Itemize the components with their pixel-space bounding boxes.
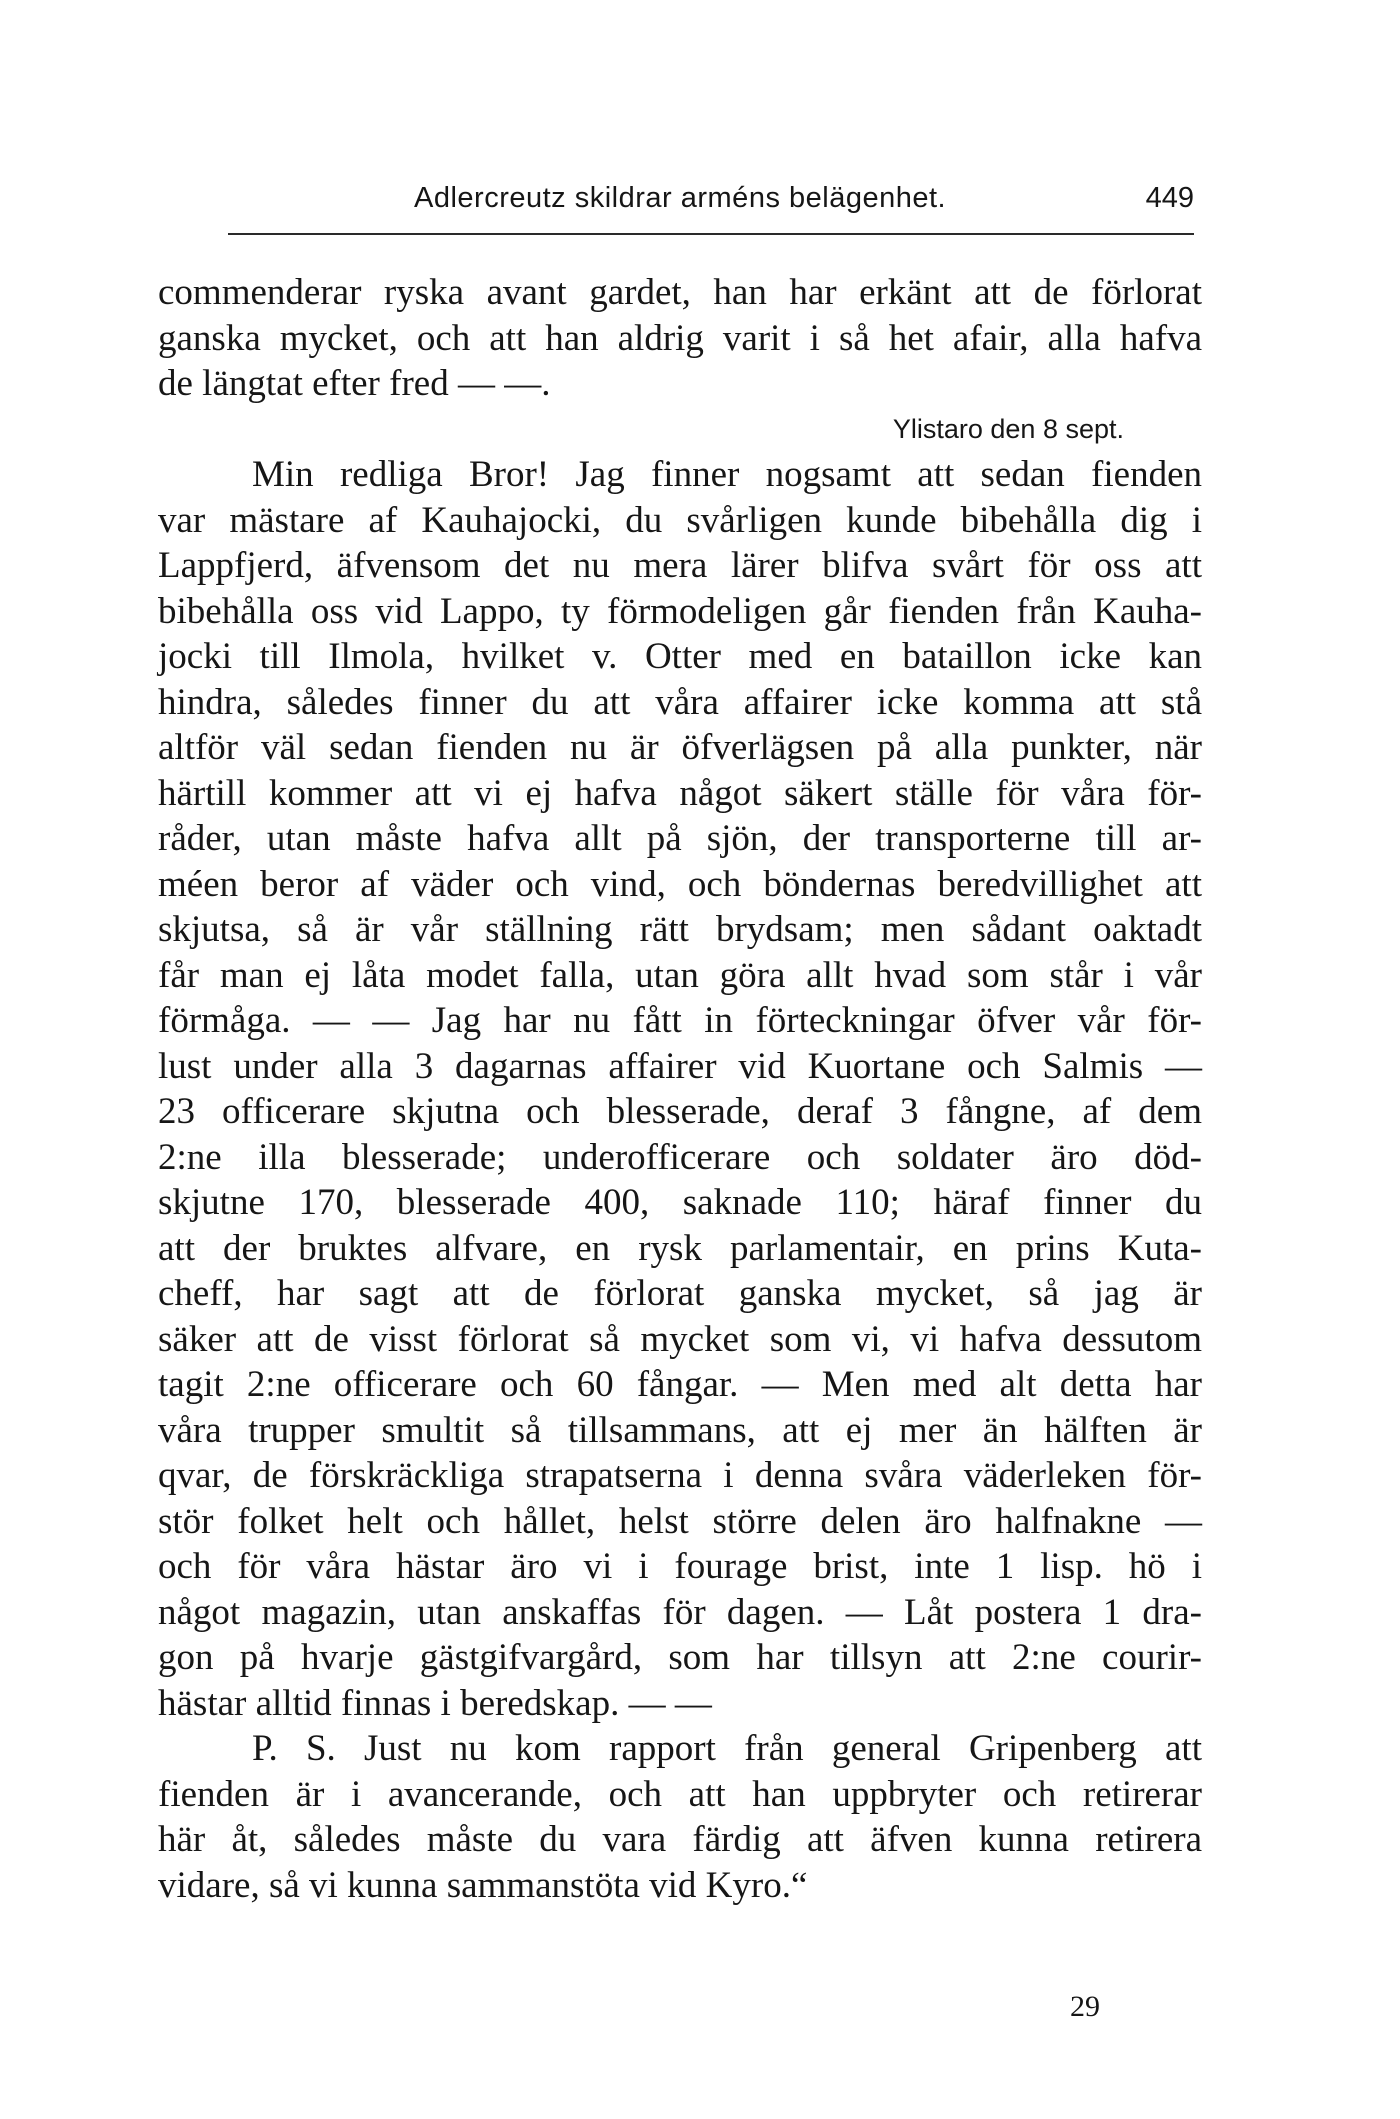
text-line: jocki till Ilmola, hvilket v. Otter med en bataillon icke kan: [158, 636, 1202, 677]
text-line: hästar alltid finnas i beredskap. — —: [158, 1682, 712, 1724]
text-line: gon på hvarje gästgifvargård, som har tillsyn att 2:ne courir-: [158, 1637, 1202, 1678]
text-line: och för våra hästar äro vi i fourage brist, inte 1 lisp. hö i: [158, 1546, 1202, 1587]
text-line: vidare, så vi kunna sammanstöta vid Kyro.“: [158, 1864, 808, 1906]
signature-mark: 29: [1070, 1990, 1100, 2023]
text-line: att der bruktes alfvare, en rysk parlamentair, en prins Kuta-: [158, 1227, 1202, 1269]
text-line: P. S. Just nu kom rapport från general Gripenberg att: [252, 1728, 1202, 1769]
text-line: skjutne 170, blesserade 400, saknade 110; häraf finner du: [158, 1182, 1202, 1223]
text-line: de längtat efter fred — —.: [158, 363, 551, 404]
page-header: [228, 178, 1194, 228]
body-text: [158, 270, 1202, 1908]
text-line: råder, utan måste hafva allt på sjön, der transporterne till ar-: [158, 818, 1202, 859]
text-line: skjutsa, så är vår ställning rätt brydsam; men sådant oaktadt: [158, 909, 1202, 950]
text-line: 23 officerare skjutna och blesserade, deraf 3 fångne, af dem: [158, 1091, 1202, 1132]
header-rule: [228, 233, 1194, 235]
text-line: altför väl sedan fienden nu är öfverlägsen på alla punkter, när: [158, 727, 1202, 768]
text-line: commenderar ryska avant gardet, han har erkänt att de förlorat: [158, 272, 1202, 313]
text-line: Lappfjerd, äfvensom det nu mera lärer blifva svårt för oss att: [158, 545, 1202, 586]
text-line: cheff, har sagt att de förlorat ganska mycket, så jag är: [158, 1273, 1202, 1314]
dateline: Ylistaro den 8 sept.: [892, 413, 1124, 444]
text-line: ganska mycket, och att han aldrig varit i så het afair, alla hafva: [158, 317, 1202, 359]
text-line: får man ej låta modet falla, utan göra allt hvad som står i vår: [158, 954, 1202, 996]
text-line: lust under alla 3 dagarnas affairer vid Kuortane och Salmis —: [158, 1045, 1202, 1087]
text-line: hindra, således finner du att våra affairer icke komma att stå: [158, 681, 1202, 723]
text-line: något magazin, utan anskaffas för dagen. — Låt postera 1 dra-: [158, 1591, 1202, 1633]
text-line: tagit 2:ne officerare och 60 fångar. — Men med alt detta har: [158, 1364, 1202, 1405]
text-line: méen beror af väder och vind, och böndernas beredvillighet att: [158, 863, 1202, 905]
text-line: Min redliga Bror! Jag finner nogsamt att sedan fienden: [252, 454, 1202, 495]
text-line: bibehålla oss vid Lappo, ty förmodeligen går fienden från Kauha-: [158, 590, 1202, 632]
running-head: Adlercreutz skildrar arméns belägenhet.: [414, 182, 947, 214]
text-line: fienden är i avancerande, och att han uppbryter och retirerar: [158, 1773, 1202, 1815]
text-line: förmåga. — — Jag har nu fått in förteckningar öfver vår för-: [158, 1000, 1202, 1041]
text-line: säker att de visst förlorat så mycket som vi, vi hafva dessutom: [158, 1318, 1202, 1360]
text-line: våra trupper smultit så tillsammans, att ej mer än hälften är: [158, 1409, 1202, 1451]
text-line: stör folket helt och hållet, helst större delen äro halfnakne —: [158, 1500, 1202, 1542]
text-line: härtill kommer att vi ej hafva något säkert ställe för våra för-: [158, 772, 1202, 814]
text-line: qvar, de förskräckliga strapatserna i denna svåra väderleken för-: [158, 1455, 1202, 1496]
text-line: var mästare af Kauhajocki, du svårligen kunde bibehålla dig i: [158, 499, 1202, 541]
text-line: 2:ne illa blesserade; underofficerare och soldater äro död-: [158, 1136, 1202, 1178]
text-line: här åt, således måste du vara färdig att äfven kunna retirera: [158, 1819, 1202, 1860]
page-number: 449: [1145, 182, 1194, 214]
